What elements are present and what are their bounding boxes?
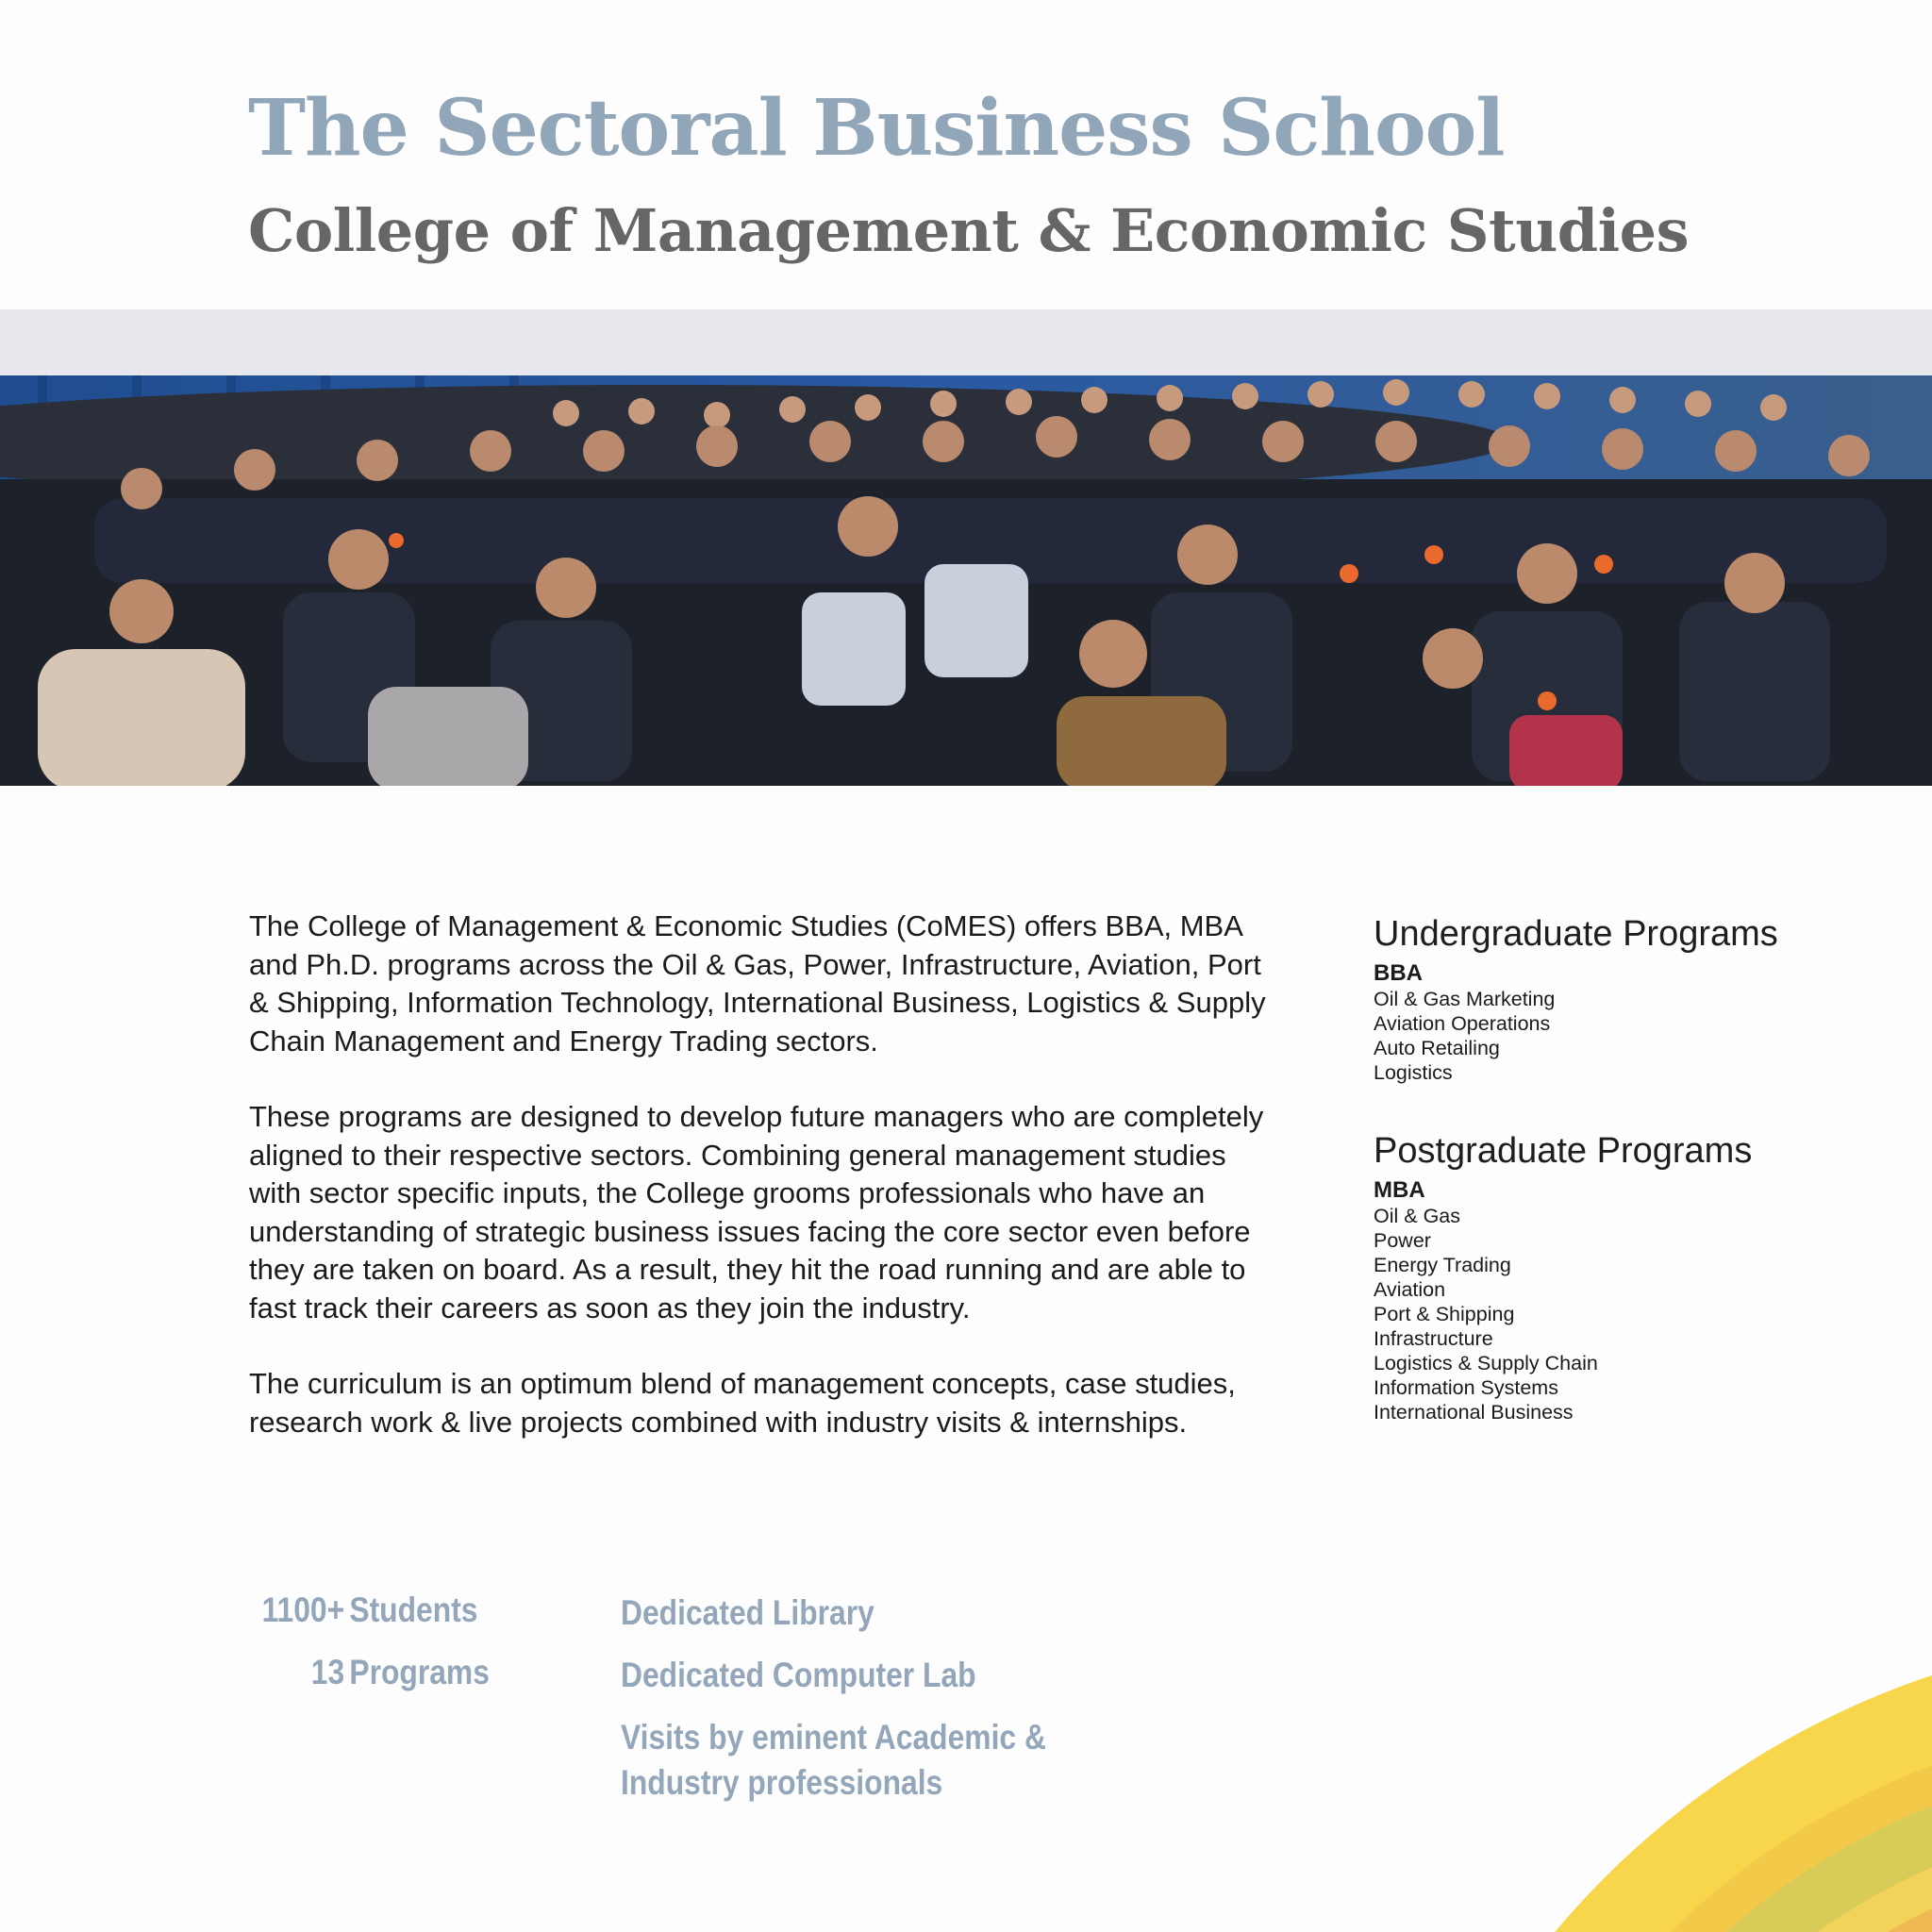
feature-text: Visits by eminent Academic & — [621, 1718, 1046, 1757]
stat-programs — [247, 1653, 588, 1715]
feature-library — [621, 1591, 1046, 1636]
stat-label: Programs — [349, 1653, 490, 1691]
postgraduate-degree: MBA — [1374, 1177, 1425, 1203]
body-paragraph: The curriculum is an optimum blend of management concepts, case studies, research work & live projects combined with industry visits & internships. — [249, 1367, 1236, 1439]
feature-text: Dedicated Computer Lab — [621, 1656, 976, 1694]
programs-sidebar — [1374, 911, 1864, 1424]
list-item: Energy Trading — [1374, 1254, 1511, 1276]
feature-computer-lab — [621, 1653, 1046, 1698]
stat-students — [247, 1591, 588, 1653]
body-paragraph: These programs are designed to develop future managers who are completely aligned to their respective sectors. Combining general management studies with sector specific inputs, the College grooms professionals who have an understanding of strategic business issues facing the core sector even before they are taken on board. As a result, they hit the road running and are able to fast track their careers as soon as they join the industry. — [249, 1100, 1264, 1324]
undergraduate-programs — [1374, 911, 1864, 1085]
list-item: Infrastructure — [1374, 1327, 1493, 1350]
undergraduate-list — [1374, 987, 1864, 1085]
list-item: Oil & Gas — [1374, 1205, 1460, 1227]
auditorium-photo — [0, 309, 1932, 786]
stats-block — [247, 1591, 588, 1715]
stat-number: 1100+ — [261, 1591, 345, 1629]
list-item: Aviation — [1374, 1278, 1446, 1301]
list-item: International Business — [1374, 1401, 1574, 1424]
stat-label: Students — [349, 1591, 478, 1629]
list-item: Logistics — [1374, 1061, 1453, 1084]
stat-number: 13 — [310, 1653, 345, 1691]
postgraduate-heading: Postgraduate Programs — [1374, 1131, 1753, 1171]
feature-text: Industry professionals — [621, 1763, 943, 1802]
postgraduate-programs — [1374, 1128, 1864, 1424]
list-item: Port & Shipping — [1374, 1303, 1515, 1325]
feature-visits — [621, 1715, 1046, 1806]
list-item: Auto Retailing — [1374, 1037, 1500, 1059]
list-item: Logistics & Supply Chain — [1374, 1352, 1598, 1374]
undergraduate-heading: Undergraduate Programs — [1374, 914, 1778, 954]
list-item: Power — [1374, 1229, 1431, 1252]
postgraduate-list — [1374, 1204, 1864, 1424]
list-item: Aviation Operations — [1374, 1012, 1551, 1035]
list-item: Oil & Gas Marketing — [1374, 988, 1556, 1010]
page-subtitle: College of Management & Economic Studies — [248, 196, 1690, 265]
body-paragraph: The College of Management & Economic Studies (CoMES) offers BBA, MBA and Ph.D. programs across the Oil & Gas, Power, Infrastructure, Aviation, Port & Shipping, Information Technology, International Business, Logistics & Supply Chain Management and Energy Trading sectors. — [249, 909, 1266, 1058]
page-title: The Sectoral Business School — [248, 83, 1505, 174]
list-item: Information Systems — [1374, 1376, 1558, 1399]
undergraduate-degree: BBA — [1374, 960, 1423, 986]
feature-text: Dedicated Library — [621, 1593, 874, 1632]
body-copy — [249, 908, 1277, 1479]
features-block — [621, 1591, 1046, 1823]
